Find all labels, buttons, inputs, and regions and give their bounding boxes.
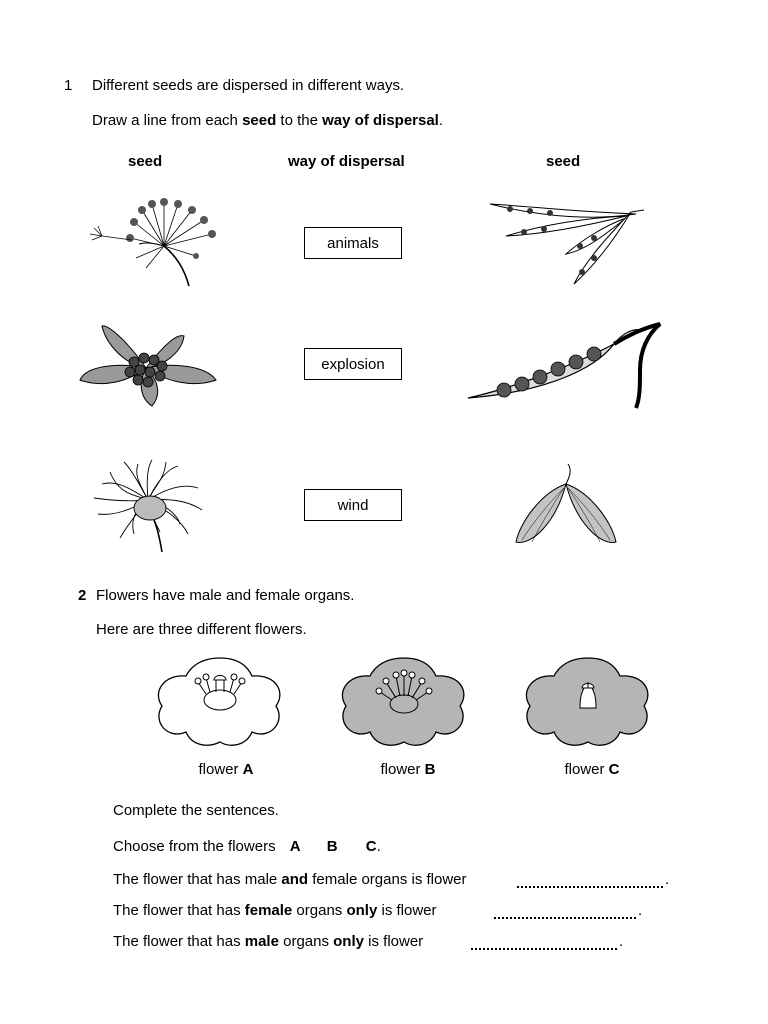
q2-number-text: 2 (78, 587, 87, 604)
sentence-1-bold1: and (281, 871, 309, 888)
q2-choose (113, 838, 381, 855)
q2-choose-text: Choose from the flowers (113, 838, 276, 855)
box-wind[interactable]: wind (304, 489, 402, 521)
header-seed-right: seed (546, 153, 581, 170)
answer-line-3-end: . (619, 933, 624, 950)
sentence-3-post: is flower (363, 933, 424, 950)
box-animals[interactable]: animals (304, 227, 402, 259)
flower-c-icon[interactable] (520, 652, 656, 748)
sentence-1-pre: The flower that has male (113, 871, 282, 888)
flower-c-label (532, 761, 652, 778)
q1-instruction-bold-dispersal: way of dispersal (322, 112, 439, 129)
flower-c-letter: C (608, 761, 620, 778)
sentence-2-pre: The flower that has (113, 902, 245, 919)
answer-line-1[interactable] (517, 886, 663, 888)
flower-a-label (166, 761, 286, 778)
q1-instruction-post: . (438, 112, 444, 129)
box-explosion[interactable]: explosion (304, 348, 402, 380)
flower-a-icon[interactable] (152, 652, 288, 748)
sentence-3-bold2: only (333, 933, 364, 950)
q1-intro: Different seeds are dispersed in different ways. (92, 77, 405, 94)
q2-complete: Complete the sentences. (113, 802, 279, 819)
q1-number: 1 (64, 77, 73, 94)
sentence-3-bold1: male (244, 933, 279, 950)
q2-sub: Here are three different flowers. (96, 621, 307, 638)
burdock-burr-icon[interactable] (90, 458, 206, 554)
pea-pod-icon[interactable] (464, 320, 668, 412)
sentence-1-mid: female organs is flower (308, 871, 467, 888)
q1-instruction-pre: Draw a line from each (92, 112, 243, 129)
flower-b-icon[interactable] (336, 652, 472, 748)
answer-line-2-end: . (638, 902, 643, 919)
sycamore-seed-icon[interactable] (512, 462, 620, 548)
q2-choose-b: B (326, 838, 338, 855)
seed-pod-icon[interactable] (486, 200, 646, 286)
sentence-3 (113, 933, 423, 950)
sentence-1 (113, 871, 467, 888)
q2-number (78, 587, 86, 604)
sticky-seed-head-icon[interactable] (78, 322, 220, 408)
flower-a-letter: A (242, 761, 254, 778)
sentence-2-bold1: female (244, 902, 293, 919)
sentence-3-pre: The flower that has (113, 933, 245, 950)
flower-b-label (348, 761, 468, 778)
sentence-2-mid: organs (292, 902, 347, 919)
q2-choose-c: C (365, 838, 377, 855)
q2-intro: Flowers have male and female organs. (96, 587, 355, 604)
q1-instruction (92, 112, 443, 129)
flower-c-prefix: flower (564, 761, 609, 778)
answer-line-1-end: . (665, 871, 670, 888)
flower-b-letter: B (424, 761, 436, 778)
header-seed-left: seed (128, 153, 163, 170)
flower-b-prefix: flower (380, 761, 425, 778)
sentence-2 (113, 902, 437, 919)
sentence-2-bold2: only (346, 902, 378, 919)
q1-instruction-mid: to the (276, 112, 323, 129)
sentence-2-post: is flower (377, 902, 437, 919)
dandelion-seed-icon[interactable] (84, 198, 224, 288)
flower-a-prefix: flower (198, 761, 243, 778)
q1-instruction-bold-seed: seed (242, 112, 277, 129)
q2-choose-a: A (289, 838, 301, 855)
answer-line-3[interactable] (471, 948, 617, 950)
header-way-of-dispersal: way of dispersal (288, 153, 405, 170)
answer-line-2[interactable] (494, 917, 636, 919)
sentence-3-mid: organs (278, 933, 334, 950)
q2-choose-end: . (376, 838, 381, 855)
